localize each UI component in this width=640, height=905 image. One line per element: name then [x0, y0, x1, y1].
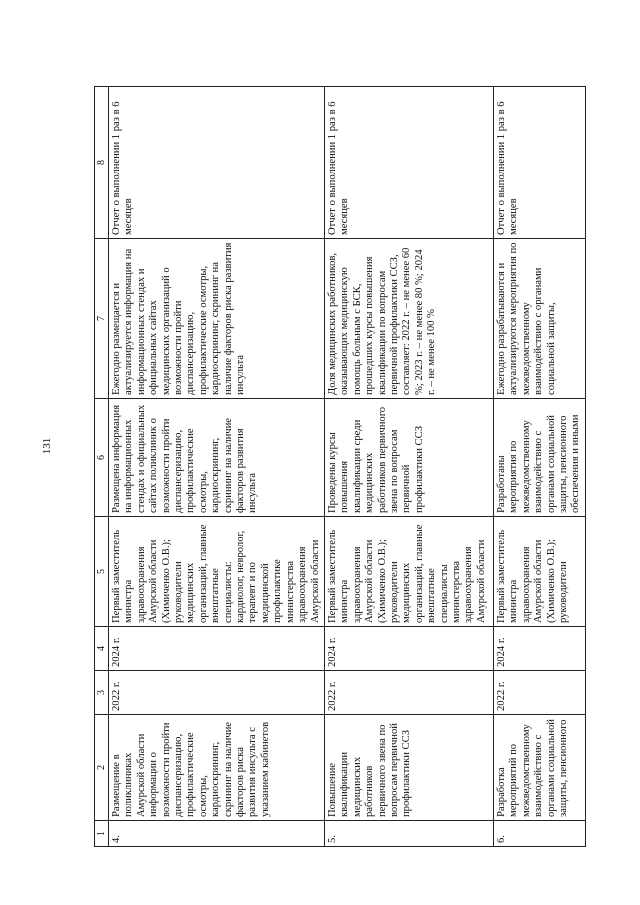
header-cell: 1: [95, 821, 109, 847]
header-cell: 2: [95, 715, 109, 821]
table-row: [324, 87, 493, 847]
end-date: 2024 г.: [109, 627, 325, 671]
table-row: [109, 87, 325, 847]
activity-name: Повышение квалификации медицинских работников первичного звена по вопросам первичной профилактики ССЗ: [324, 715, 493, 821]
row-number: 5.: [324, 821, 493, 847]
expected-result: Размещена информация на информационных стендах и официальных сайтах поликлиник о возможности пройти диспансеризацию, профилактические осмотры, кардиоскрининг, скрининг на наличие факторов развития инсульта: [109, 399, 325, 517]
header-cell: 5: [95, 517, 109, 627]
control-form: Отчет о выполнении 1 раз в 6 месяцев: [109, 87, 325, 239]
control-form: Отчет о выполнении 1 раз в 6 месяцев: [493, 87, 585, 239]
end-date: 2024 г.: [493, 627, 585, 671]
responsible: Первый заместитель министра здравоохранения Амурской области (Химиченко О.В.); руководители: [493, 517, 585, 627]
control-form: Отчет о выполнении 1 раз в 6 месяцев: [324, 87, 493, 239]
indicator: Ежегодно разрабатываются и актуализируются мероприятия по межведомственному взаимодействию с органами социальной защиты,: [493, 239, 585, 399]
page-number: 131: [41, 437, 53, 455]
activity-name: Разработка мероприятий по межведомственному взаимодействию с органами социальной защиты, пенсионного: [493, 715, 585, 821]
activities-table: [94, 86, 586, 847]
indicator: Доля медицинских работников, оказывающих медицинскую помощь больным с БСК, прошедших курсы повышения квалификации по вопросам первичной профилактики ССЗ, составляет: 2022 г. – не менее 60 %; 2023 г. – не менее 80 %; 2024 г. – не менее 100 %: [324, 239, 493, 399]
expected-result: Разработаны мероприятия по межведомственному взаимодействию с органами социальной защиты, пенсионного обеспечения и иными: [493, 399, 585, 517]
header-cell: 8: [95, 87, 109, 239]
indicator: Ежегодно размещается и актуализируется информация на информационных стендах и официальных сайтах медицинских организаций о возможности пройти диспансеризацию, профилактические осмотры, кардиоскрининг, скрининг на наличие факторов риска развития инсульта: [109, 239, 325, 399]
row-number: 4.: [109, 821, 325, 847]
activity-name: Размещение в поликлиниках Амурской области информации о возможности пройти диспансеризацию, профилактические осмотры, кардиоскрининг, скрининг на наличие факторов риска развития инсульта с указанием кабинетов: [109, 715, 325, 821]
start-date: 2022 г.: [493, 671, 585, 715]
header-row: [95, 87, 109, 847]
header-cell: 6: [95, 399, 109, 517]
row-number: 6.: [493, 821, 585, 847]
header-cell: 7: [95, 239, 109, 399]
responsible: Первый заместитель министра здравоохранения Амурской области (Химиченко О.В.); руководители медицинских организаций, главные внештатные специалисты: кардиолог, невролог, терапевт и по медицинской профилактике министерства здравоохранения Амурской области: [109, 517, 325, 627]
start-date: 2022 г.: [324, 671, 493, 715]
header-cell: 4: [95, 627, 109, 671]
responsible: Первый заместитель министра здравоохранения Амурской области (Химиченко О.В.); руководители медицинских организаций, главные внештатные специалисты министерства здравоохранения Амурской области: [324, 517, 493, 627]
expected-result: Проведены курсы повышения квалификации среди медицинских работников первичного звена по вопросам первичной профилактики ССЗ: [324, 399, 493, 517]
start-date: 2022 г.: [109, 671, 325, 715]
header-cell: 3: [95, 671, 109, 715]
rotated-table-wrapper: [94, 87, 582, 847]
table-row: [493, 87, 585, 847]
end-date: 2024 г.: [324, 627, 493, 671]
